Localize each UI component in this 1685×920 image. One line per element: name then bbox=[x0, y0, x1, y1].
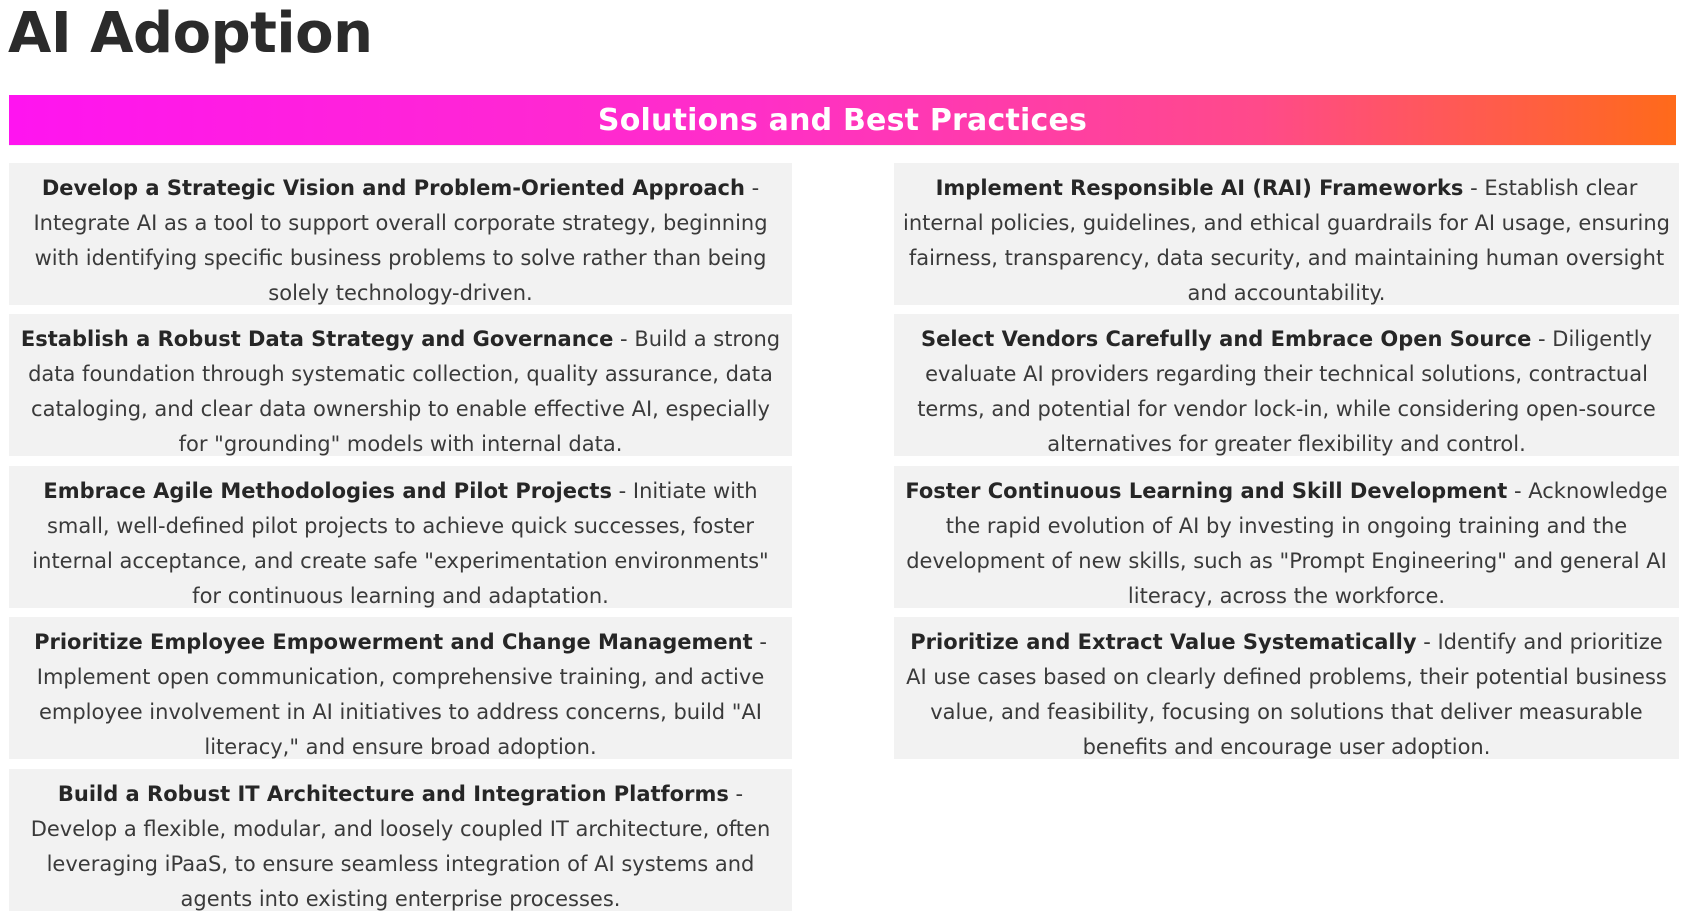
practice-card-it-architecture bbox=[9, 769, 792, 911]
practice-card-description: Develop a flexible, modular, and loosely coupled IT architecture, often leveraging iPaaS, to ensure seamless integration of AI systems and agents into existing enterprise processes. bbox=[30, 817, 771, 911]
practice-card-title: Select Vendors Carefully and Embrace Open Source bbox=[920, 327, 1532, 351]
practice-card-separator: - bbox=[611, 479, 633, 503]
practice-card-continuous-learning bbox=[894, 466, 1679, 608]
practice-card-title: Develop a Strategic Vision and Problem-Oriented Approach bbox=[41, 176, 745, 200]
practice-card-vendors-open-source bbox=[894, 314, 1679, 456]
practice-card-title: Build a Robust IT Architecture and Integration Platforms bbox=[57, 782, 729, 806]
practice-card-extract-value bbox=[894, 617, 1679, 759]
practice-card-title: Embrace Agile Methodologies and Pilot Projects bbox=[43, 479, 612, 503]
practice-card-description: Initiate with small, well-defined pilot projects to achieve quick successes, foster internal acceptance, and create safe "experimentation environments" for continuous learning and adaptation. bbox=[32, 479, 769, 608]
practice-card-description: Establish clear internal policies, guidelines, and ethical guardrails for AI usage, ensuring fairness, transparency, data security, and maintaining human oversight and accountability. bbox=[903, 176, 1670, 305]
practice-card-title: Implement Responsible AI (RAI) Frameworks bbox=[935, 176, 1464, 200]
practice-card-separator: - bbox=[744, 176, 760, 200]
practice-card-title: Establish a Robust Data Strategy and Governance bbox=[20, 327, 614, 351]
practice-card-description: Implement open communication, comprehensive training, and active employee involvement in AI initiatives to address concerns, build "AI literacy," and ensure broad adoption. bbox=[36, 665, 765, 759]
practice-card-separator: - bbox=[728, 782, 744, 806]
practice-card-agile-pilots bbox=[9, 466, 792, 608]
section-banner-title: Solutions and Best Practices bbox=[597, 102, 1088, 138]
practice-card-separator: - bbox=[1416, 630, 1438, 654]
practice-card-strategic-vision bbox=[9, 163, 792, 305]
practice-card-title: Foster Continuous Learning and Skill Development bbox=[905, 479, 1508, 503]
practice-card-description: Acknowledge the rapid evolution of AI by investing in ongoing training and the development of new skills, such as "Prompt Engineering" and general AI literacy, across the workforce. bbox=[906, 479, 1668, 608]
practice-card-description: Integrate AI as a tool to support overall corporate strategy, beginning with identifying specific business problems to solve rather than being solely technology-driven. bbox=[33, 211, 768, 305]
practice-card-separator: - bbox=[1531, 327, 1553, 351]
practice-card-separator: - bbox=[613, 327, 635, 351]
practice-card-employee-empowerment bbox=[9, 617, 792, 759]
practice-card-data-strategy bbox=[9, 314, 792, 456]
practice-card-separator: - bbox=[1463, 176, 1485, 200]
section-banner bbox=[9, 95, 1676, 145]
practice-card-separator: - bbox=[1507, 479, 1529, 503]
practice-card-separator: - bbox=[752, 630, 767, 654]
practice-card-title: Prioritize and Extract Value Systematically bbox=[910, 630, 1417, 654]
practice-card-description: Identify and prioritize AI use cases based on clearly defined problems, their potential business value, and feasibility, focusing on solutions that deliver measurable benefits and encourage user adoption. bbox=[906, 630, 1667, 759]
practice-card-title: Prioritize Employee Empowerment and Change Management bbox=[34, 630, 753, 654]
practice-card-description: Diligently evaluate AI providers regarding their technical solutions, contractual terms, and potential for vendor lock-in, while considering open-source alternatives for greater flexibility and control. bbox=[917, 327, 1656, 456]
practice-card-description: Build a strong data foundation through systematic collection, quality assurance, data cataloging, and clear data ownership to enable effective AI, especially for "grounding" models with internal data. bbox=[28, 327, 781, 456]
page-title: AI Adoption bbox=[8, 1, 373, 66]
practice-card-responsible-ai bbox=[894, 163, 1679, 305]
